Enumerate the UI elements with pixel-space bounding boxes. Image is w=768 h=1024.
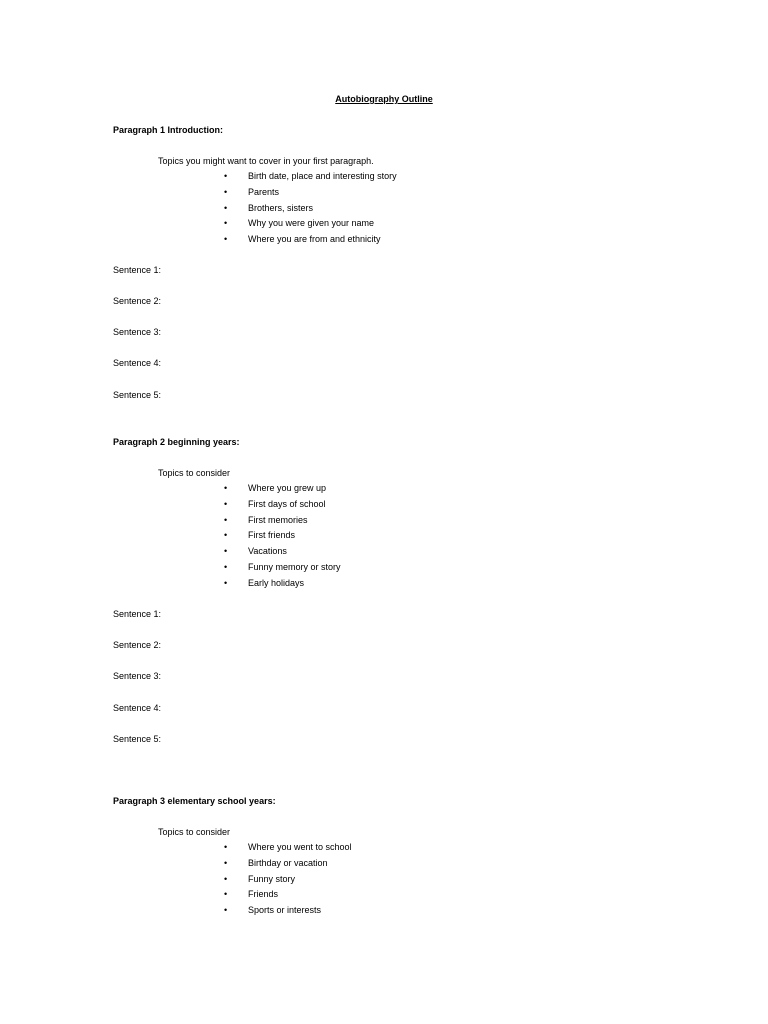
topic-text: Where you are from and ethnicity: [248, 234, 381, 244]
bullet-icon: •: [224, 577, 228, 588]
section-2-sentence-2: Sentence 2:: [113, 640, 162, 650]
section-1-sentence-1: Sentence 1:: [113, 265, 162, 275]
bullet-icon: •: [224, 546, 228, 556]
topic-text: Early holidays: [248, 577, 305, 588]
bullet-icon: •: [224, 483, 228, 493]
topic-text: Parents: [248, 186, 280, 197]
document-title: Autobiography Outline: [335, 94, 433, 104]
bullet-icon: •: [224, 873, 228, 884]
bullet-icon: •: [224, 514, 228, 525]
topic-text: Where you went to school: [248, 842, 352, 852]
bullet-icon: •: [224, 905, 228, 915]
topic-text: Funny memory or story: [248, 561, 341, 572]
topic-text: Birthday or vacation: [248, 857, 328, 868]
bullet-icon: •: [224, 218, 228, 229]
section-3-intro: Topics to consider: [158, 827, 231, 837]
topic-text: First days of school: [248, 498, 326, 509]
section-2-intro: Topics to consider: [158, 468, 231, 478]
bullet-icon: •: [224, 498, 228, 509]
section-1-sentence-5: Sentence 5:: [113, 390, 162, 400]
section-2-sentence-3: Sentence 3:: [113, 671, 162, 681]
section-2-sentence-5: Sentence 5:: [113, 734, 162, 744]
section-3-heading: Paragraph 3 elementary school years:: [113, 796, 276, 806]
topic-text: First memories: [248, 514, 308, 525]
topic-text: First friends: [248, 530, 296, 541]
section-1-sentence-4: Sentence 4:: [113, 358, 162, 368]
bullet-icon: •: [224, 186, 228, 197]
section-2-sentence-4: Sentence 4:: [113, 703, 162, 713]
section-1-intro: Topics you might want to cover in your first paragraph.: [158, 156, 374, 166]
topic-text: Friends: [248, 889, 279, 900]
section-1-sentence-2: Sentence 2:: [113, 296, 162, 306]
section-1-sentence-3: Sentence 3:: [113, 327, 162, 337]
section-2-heading: Paragraph 2 beginning years:: [113, 437, 240, 447]
topic-text: Sports or interests: [248, 905, 322, 915]
topic-text: Birth date, place and interesting story: [248, 171, 397, 181]
section-2-sentence-1: Sentence 1:: [113, 609, 162, 619]
section-1-heading: Paragraph 1 Introduction:: [113, 125, 224, 135]
bullet-icon: •: [224, 857, 228, 868]
topic-text: Why you were given your name: [248, 218, 375, 229]
bullet-icon: •: [224, 842, 228, 852]
bullet-icon: •: [224, 561, 228, 572]
bullet-icon: •: [224, 171, 228, 181]
topic-text: Funny story: [248, 873, 296, 884]
bullet-icon: •: [224, 202, 228, 213]
topic-text: Where you grew up: [248, 483, 327, 493]
bullet-icon: •: [224, 234, 228, 244]
bullet-icon: •: [224, 889, 228, 900]
topic-text: Brothers, sisters: [248, 202, 314, 213]
bullet-icon: •: [224, 530, 228, 541]
topic-text: Vacations: [248, 546, 287, 556]
